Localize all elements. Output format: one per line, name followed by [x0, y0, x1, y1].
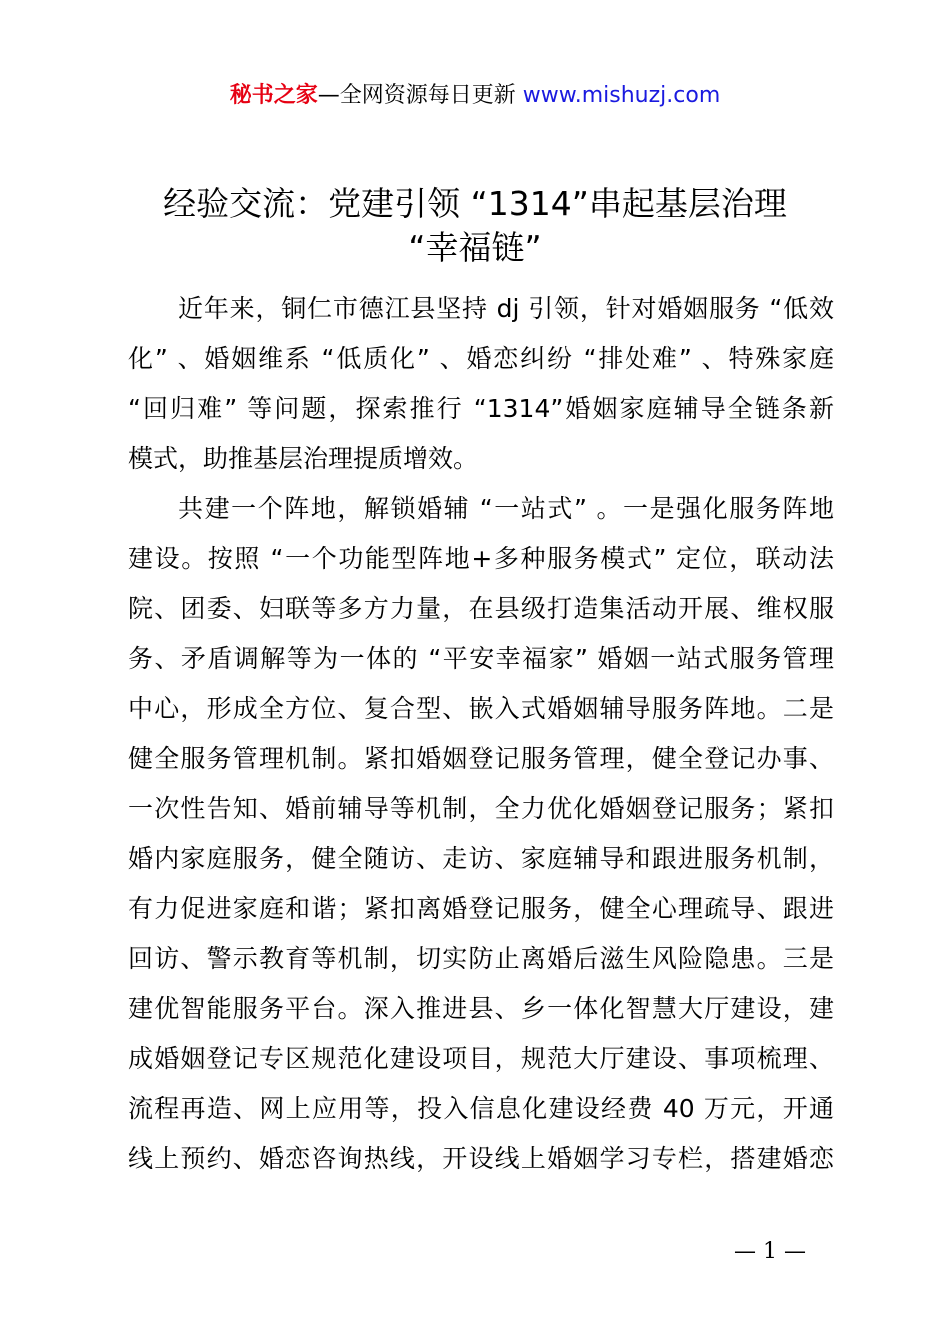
paragraph-line: 回访、警示教育等机制，切实防止离婚后滋生风险隐患。三是: [128, 944, 834, 973]
paragraph-line: 建设。按照 “一个功能型阵地+多种服务模式” 定位，联动法: [128, 544, 834, 573]
paragraph-line: 院、团委、妇联等多方力量，在县级打造集活动开展、维权服: [128, 594, 834, 623]
title-line-1: 经验交流：党建引领 “1314”串起基层治理: [163, 184, 787, 223]
paragraph-line: 一次性告知、婚前辅导等机制，全力优化婚姻登记服务；紧扣: [128, 794, 834, 823]
paragraph-1: [128, 284, 834, 484]
paragraph-line: 建优智能服务平台。深入推进县、乡一体化智慧大厅建设，建: [128, 994, 834, 1023]
paragraph-line: 模式，助推基层治理提质增效。: [128, 444, 479, 473]
paragraph-line: 共建一个阵地，解锁婚辅 “一站式” 。一是强化服务阵地: [178, 494, 834, 523]
brand-name: 秘书之家: [229, 83, 318, 108]
paragraph-line: 健全服务管理机制。紧扣婚姻登记服务管理，健全登记办事、: [128, 744, 834, 773]
site-url-link[interactable]: www.mishuzj.com: [522, 83, 721, 108]
paragraph-2: [128, 484, 834, 1184]
paragraph-line: 婚内家庭服务，健全随访、走访、家庭辅导和跟进服务机制，: [128, 844, 834, 873]
document-title: [60, 182, 890, 270]
paragraph-line: 成婚姻登记专区规范化建设项目，规范大厅建设、事项梳理、: [128, 1044, 834, 1073]
title-line-2: “幸福链”: [408, 228, 542, 267]
paragraph-line: 中心，形成全方位、复合型、嵌入式婚姻辅导服务阵地。二是: [128, 694, 834, 723]
paragraph-line: 近年来，铜仁市德江县坚持 dj 引领，针对婚姻服务 “低效: [178, 294, 834, 323]
document-body: [128, 284, 834, 1184]
site-header: [0, 80, 950, 112]
paragraph-line: 线上预约、婚恋咨询热线，开设线上婚姻学习专栏，搭建婚恋: [128, 1144, 834, 1173]
paragraph-line: 流程再造、网上应用等，投入信息化建设经费 40 万元，开通: [128, 1094, 834, 1123]
paragraph-line: 务、矛盾调解等为一体的 “平安幸福家” 婚姻一站式服务管理: [128, 644, 834, 673]
paragraph-line: 有力促进家庭和谐；紧扣离婚登记服务，健全心理疏导、跟进: [128, 894, 834, 923]
page-number: — 1 —: [734, 1239, 806, 1264]
paragraph-line: “回归难” 等问题，探索推行 “1314”婚姻家庭辅导全链条新: [128, 394, 834, 423]
header-tagline: —全网资源每日更新: [317, 83, 523, 108]
paragraph-line: 化” 、婚姻维系 “低质化” 、婚恋纠纷 “排处难” 、特殊家庭: [128, 344, 834, 373]
